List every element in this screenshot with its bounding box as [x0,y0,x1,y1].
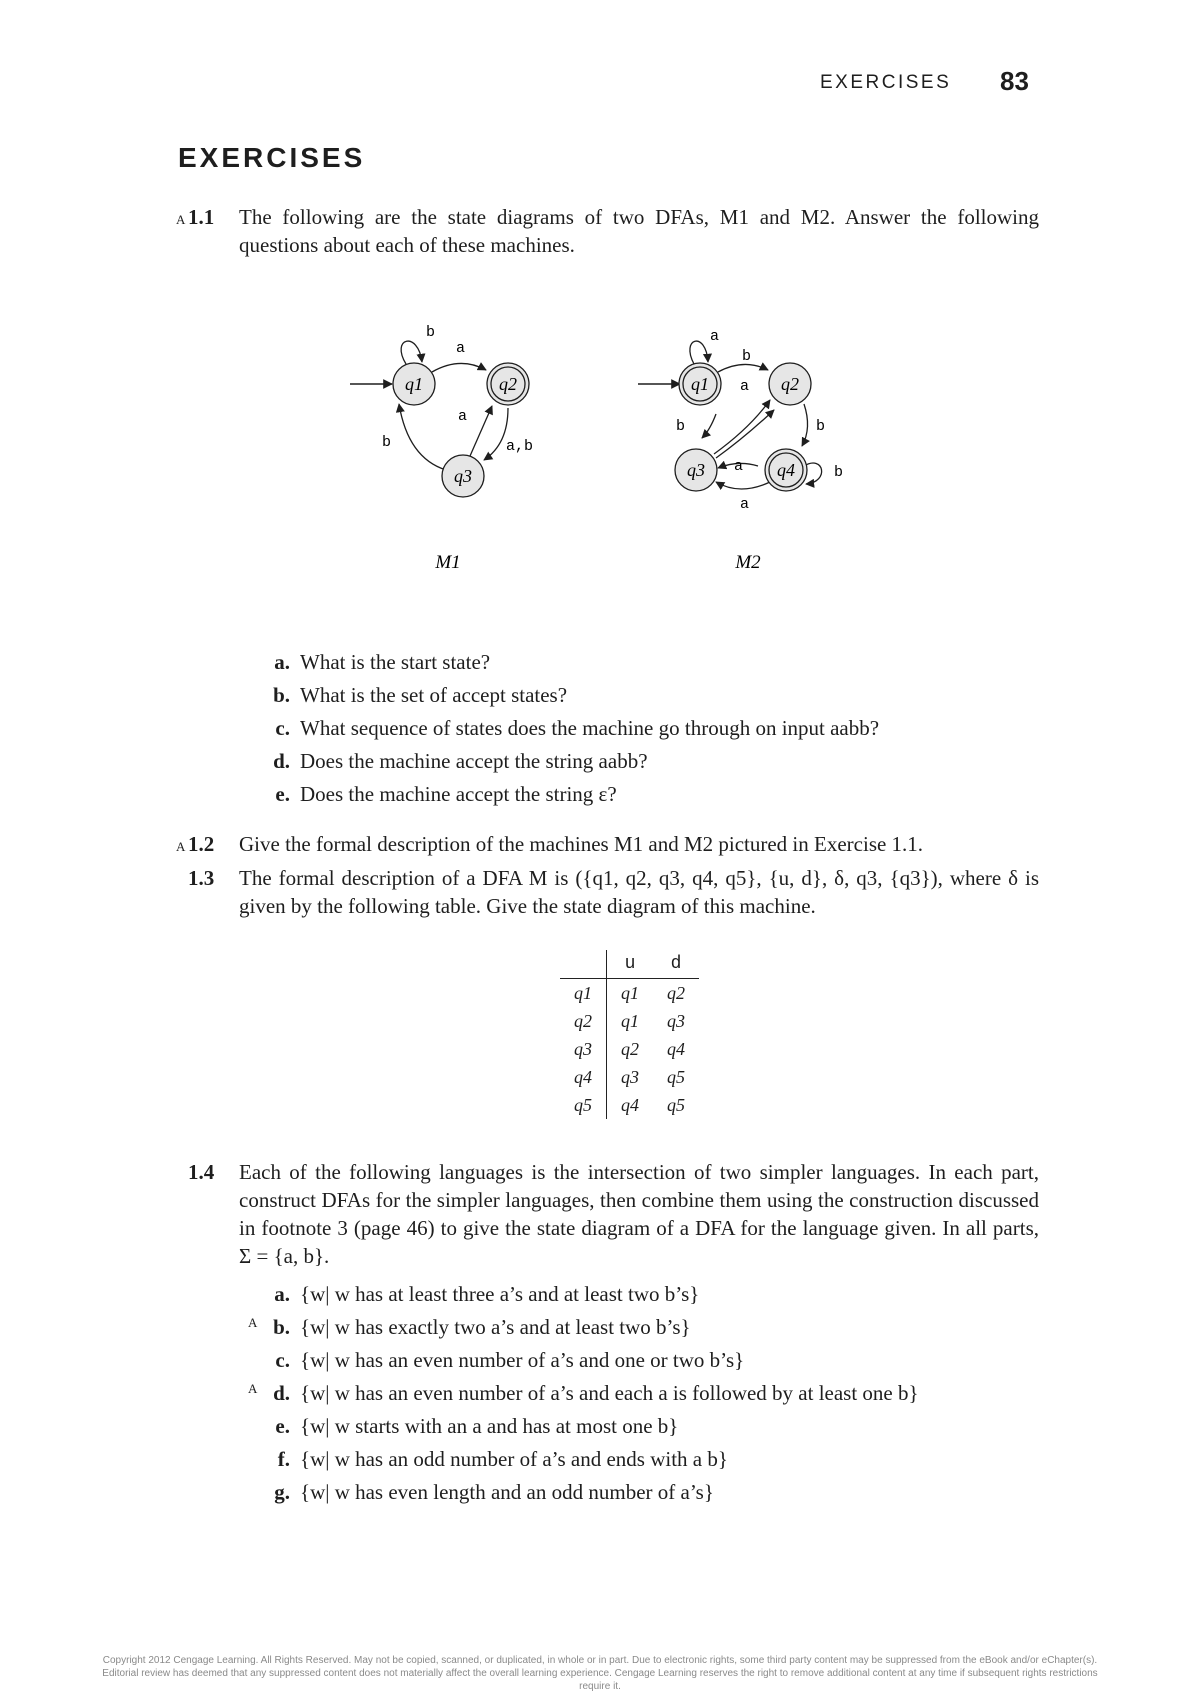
m1-edge-label: a,b [506,438,534,455]
list-item [258,1478,714,1506]
list-item [258,780,617,808]
item-marker: A [248,1315,258,1330]
m2-edge-label: a [710,328,720,345]
section-title: EXERCISES [178,142,366,173]
m2-state-label: q2 [781,374,799,394]
table-cell: q2 [560,1007,607,1035]
item-label: d. [273,749,290,773]
table-cell: q3 [667,1010,685,1031]
table-cell: q2 [667,982,685,1003]
table-cell: q3 [621,1066,639,1087]
m1-edge-q3-q1 [399,404,446,470]
list-item [258,1445,728,1473]
table-cell: q1 [621,1010,639,1031]
item-text: {w| w has an even number of a’s and one or two b’s} [300,1348,745,1372]
item-text: What is the set of accept states? [300,683,568,707]
item-text: What is the start state? [300,650,491,674]
list-item [258,747,648,775]
table-cell: q2 [621,1038,639,1059]
m2-edge-label: b [742,348,752,365]
m1-edge-label: b [382,434,392,451]
item-label: d. [273,1381,290,1405]
exercise-number: 1.4 [188,1160,215,1184]
list-item [258,648,490,676]
table-cell: q4 [621,1094,639,1115]
table-cell: q1 [560,979,607,1008]
item-text: {w| w starts with an a and has at most one b} [300,1414,679,1438]
m2-edge-q2-q4 [802,404,808,446]
list-item [258,1412,678,1440]
page-number: 83 [1000,66,1029,96]
exercise-number: 1.3 [188,866,215,890]
m2-edge-q2-q3 [716,410,774,458]
m1-edge-label: b [426,324,436,341]
item-label: f. [277,1447,290,1471]
m1-edge-label: a [456,340,466,357]
item-label: a. [274,1282,290,1306]
item-label: a. [274,650,290,674]
list-item [248,1379,919,1407]
transition-table [560,950,699,1119]
list-item [258,1280,699,1308]
m2-edge-label: b [676,418,686,435]
table-cell: q5 [667,1066,685,1087]
table-header-cell: u [607,950,654,979]
item-label: c. [275,1348,290,1372]
list-item [248,1313,691,1341]
m1-state-label: q2 [499,374,517,394]
dfa-m1 [350,324,533,573]
m2-edge-label: a [740,378,750,395]
exercise-marker: A [176,839,186,854]
m1-edge-q1-q2 [432,363,486,372]
item-text: Does the machine accept the string aabb? [300,749,648,773]
item-label: g. [274,1480,290,1504]
table-cell: q4 [667,1038,685,1059]
table-row [560,1091,699,1119]
table-header-cell [560,950,607,979]
m1-state-label: q1 [405,374,423,394]
table-cell: q3 [560,1035,607,1063]
delta-table [560,950,699,1119]
table-cell: q5 [667,1094,685,1115]
m2-edge-label: a [740,496,750,513]
exercise-marker: A [176,212,186,227]
m1-edge-q3-q2 [470,406,492,456]
list-item [258,681,567,709]
item-text: {w| w has an odd number of a’s and ends with a b} [300,1447,728,1471]
table-cell: q4 [560,1063,607,1091]
m1-state-label: q3 [454,466,472,486]
m2-edge-label: b [834,464,844,481]
m2-caption: M2 [735,552,761,573]
m2-state-label: q1 [691,374,709,394]
item-text: {w| w has an even number of a’s and each a is followed by at least one b} [300,1381,919,1405]
table-row [560,1063,699,1091]
exercise-text: Give the formal description of the machines M1 and M2 pictured in Exercise 1.1. [239,832,924,856]
m2-edge-label: b [816,418,826,435]
item-label: e. [275,782,290,806]
m2-edge-label: a [734,458,744,475]
table-row [560,1007,699,1035]
list-item [258,1346,744,1374]
table-header-row [560,950,699,979]
item-text: What sequence of states does the machine go through on input aabb? [300,716,880,740]
table-row [560,979,699,1008]
exercise-text: The following are the state diagrams of two DFAs, M1 and M2. Answer the following questions about each of these machines. [239,205,1039,257]
m2-edge-q3-q2 [714,400,770,454]
m1-caption: M1 [435,552,461,573]
table-header-cell: d [653,950,699,979]
m2-state-label: q3 [687,460,705,480]
item-marker: A [248,1381,258,1396]
m1-edge-label: a [458,408,468,425]
item-text: {w| w has at least three a’s and at least two b’s} [300,1282,700,1306]
item-label: c. [275,716,290,740]
dfa-m2 [638,328,843,573]
exercise-text: The formal description of a DFA M is ({q1, q2, q3, q4, q5}, {u, d}, δ, q3, {q3}), where δ is given by the following table. Give the state diagram of this machine. [239,866,1039,918]
item-text: Does the machine accept the string ε? [300,782,617,806]
exercise-number: 1.2 [188,832,215,856]
item-label: b. [273,683,290,707]
m2-state-label: q4 [777,460,795,480]
copyright-notice: Copyright 2012 Cengage Learning. All Rights Reserved. May not be copied, scanned, or duplicated, in whole or in part. Due to electronic rights, some third party content may be suppressed from the eBook and/or eChapter(s). Editorial review has deemed that any suppressed content does not materially affect the overall learning experience. Cengage Learning reserves the right to remove additional content at any time if subsequent rights restrictions require it. [102,1655,1098,1692]
table-row [560,1035,699,1063]
table-cell: q5 [560,1091,607,1119]
m1-loop-q1 [401,341,422,364]
running-head-title: EXERCISES [820,72,952,93]
m2-edge-q1-q3 [702,414,716,438]
exercise-number: 1.1 [188,205,215,229]
m2-edge-q4-q3-lower [716,482,770,489]
item-text: {w| w has exactly two a’s and at least two b’s} [300,1315,691,1339]
list-item [258,714,879,742]
item-label: b. [273,1315,290,1339]
m2-edge-q1-q2 [718,364,768,372]
item-label: e. [275,1414,290,1438]
item-text: {w| w has even length and an odd number of a’s} [300,1480,714,1504]
dfa-diagrams [330,318,890,578]
m2-loop-q1 [690,341,708,364]
table-cell: q1 [621,982,639,1003]
exercise-text: Each of the following languages is the intersection of two simpler languages. In each part, construct DFAs for the simpler languages, then combine them using the construction discussed in footnote 3 (page 46) to give the state diagram of a DFA for the language given. In all parts, Σ = {a, b}. [239,1160,1039,1268]
